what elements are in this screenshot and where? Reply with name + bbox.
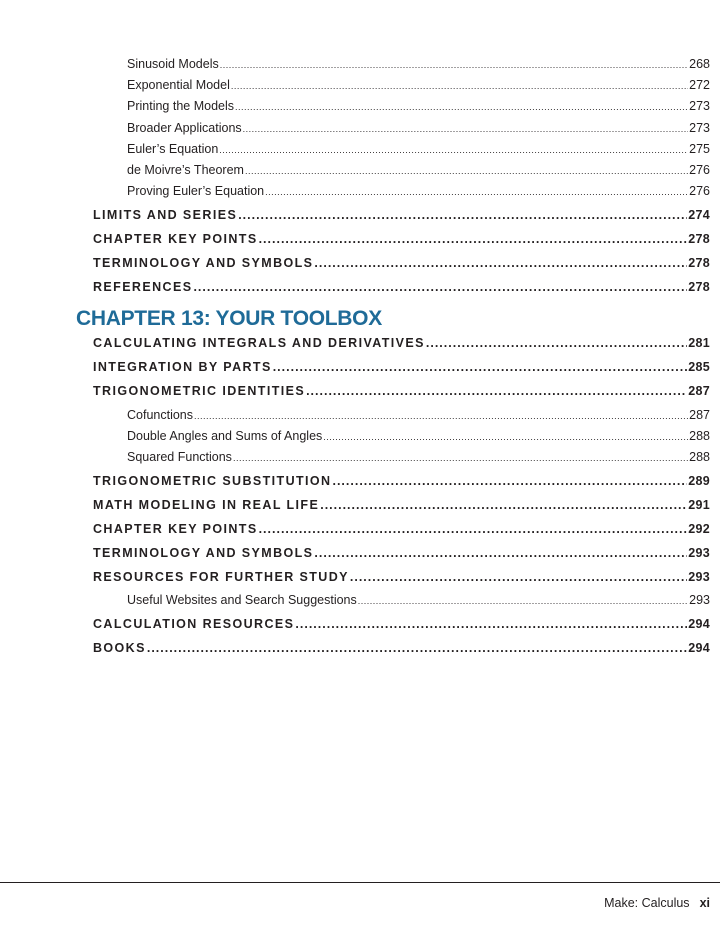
toc-entry-title: Cofunctions: [127, 407, 194, 422]
toc-page-number: 273: [689, 99, 710, 114]
toc-subsection-entry[interactable]: [127, 450, 710, 464]
toc-entry-title: RESOURCES FOR FURTHER STUDY: [93, 569, 349, 584]
toc-subsection-entry[interactable]: [127, 99, 710, 113]
toc-page-number: 276: [689, 163, 710, 177]
toc-subsection-entry[interactable]: [127, 163, 710, 177]
toc-page-number: 278: [688, 231, 710, 246]
toc-entry-title: Printing the Models: [127, 99, 235, 114]
footer-book-title: Make: Calculus: [604, 896, 690, 910]
dot-leader: [220, 60, 688, 70]
toc-entry-title: Proving Euler’s Equation: [127, 184, 265, 199]
dot-leader: [233, 453, 688, 463]
toc-page-number: 293: [688, 569, 710, 584]
dot-leader: [295, 617, 687, 631]
toc-section-entry[interactable]: [93, 360, 710, 374]
dot-leader: [193, 280, 687, 294]
toc-subsection-entry[interactable]: [127, 142, 710, 156]
dot-leader: [238, 208, 687, 222]
dot-leader: [194, 411, 688, 421]
toc-page-number: 285: [688, 360, 710, 374]
toc-section-entry[interactable]: [93, 474, 710, 488]
toc-page-number: 287: [689, 407, 710, 422]
toc-subsection-entry[interactable]: [127, 78, 710, 92]
toc-page-number: 293: [688, 545, 710, 560]
toc-entry-title: BOOKS: [93, 640, 146, 655]
dot-leader: [314, 256, 687, 270]
toc-entry-title: INTEGRATION BY PARTS: [93, 360, 272, 374]
toc-page-number: 273: [689, 120, 710, 135]
toc-page-number: 292: [688, 521, 710, 536]
toc-subsection-entry[interactable]: [127, 184, 710, 198]
dot-leader: [231, 81, 688, 91]
dot-leader: [259, 232, 688, 246]
toc-page-number: 275: [689, 141, 710, 156]
toc-entry-title: CHAPTER KEY POINTS: [93, 521, 258, 536]
toc-entry-title: Broader Applications: [127, 120, 242, 135]
toc-entry-title: CHAPTER KEY POINTS: [93, 231, 258, 246]
dot-leader: [147, 641, 687, 655]
toc-page-number: 294: [688, 640, 710, 655]
toc-section-entry[interactable]: [93, 256, 710, 270]
toc-page-number: 278: [688, 255, 710, 270]
toc-subsection-entry[interactable]: [127, 429, 710, 443]
toc-page-number: 294: [688, 616, 710, 631]
dot-leader: [350, 570, 687, 584]
toc-section-entry[interactable]: [93, 641, 710, 655]
toc-section-entry[interactable]: [93, 522, 710, 536]
dot-leader: [219, 145, 688, 155]
toc-entry-title: LIMITS AND SERIES: [93, 207, 238, 222]
dot-leader: [320, 498, 687, 512]
toc-subsection-entry[interactable]: [127, 57, 710, 71]
toc-section-entry[interactable]: [93, 232, 710, 246]
dot-leader: [426, 336, 687, 350]
toc-page-number: 291: [688, 497, 710, 512]
toc-section-entry[interactable]: [93, 336, 710, 350]
toc-page-number: 288: [689, 428, 710, 443]
toc-entry-title: CALCULATION RESOURCES: [93, 616, 295, 631]
dot-leader: [323, 432, 688, 442]
toc-subsection-entry[interactable]: [127, 408, 710, 422]
toc-page-number: 289: [688, 473, 710, 488]
dot-leader: [265, 187, 688, 197]
toc-entry-title: CALCULATING INTEGRALS AND DERIVATIVES: [93, 336, 425, 350]
toc-page-number: 274: [688, 207, 710, 222]
toc-section-entry[interactable]: [93, 384, 710, 398]
toc-page-number: 281: [688, 336, 710, 350]
dot-leader: [235, 102, 688, 112]
toc-page-number: 293: [689, 593, 710, 608]
dot-leader: [314, 546, 687, 560]
toc-page-number: 276: [689, 184, 710, 199]
toc-entry-title: TERMINOLOGY AND SYMBOLS: [93, 255, 314, 270]
toc-page-number: 272: [689, 78, 710, 93]
toc-section-entry[interactable]: [93, 617, 710, 631]
toc-section-entry[interactable]: [93, 280, 710, 294]
toc-section-entry[interactable]: [93, 546, 710, 560]
toc-entry-title: Euler’s Equation: [127, 141, 219, 156]
toc-entry-title: MATH MODELING IN REAL LIFE: [93, 497, 320, 512]
dot-leader: [259, 522, 688, 536]
toc-entry-title: Exponential Model: [127, 78, 230, 93]
toc-section-entry[interactable]: [93, 498, 710, 512]
dot-leader: [306, 384, 687, 398]
toc-entry-title: de Moivre’s Theorem: [127, 163, 244, 177]
dot-leader: [332, 474, 687, 488]
toc-section-entry[interactable]: [93, 208, 710, 222]
page-footer: [604, 896, 710, 910]
chapter-heading[interactable]: CHAPTER 13: YOUR TOOLBOX: [76, 307, 382, 330]
toc-entry-title: TRIGONOMETRIC IDENTITIES: [93, 384, 306, 398]
dot-leader: [273, 360, 688, 374]
dot-leader: [358, 596, 688, 606]
toc-entry-title: Double Angles and Sums of Angles: [127, 428, 323, 443]
toc-section-entry[interactable]: [93, 570, 710, 584]
toc-entry-title: Sinusoid Models: [127, 57, 219, 71]
toc-page-number: 278: [688, 279, 710, 294]
toc-subsection-entry[interactable]: [127, 121, 710, 135]
toc-entry-title: TRIGONOMETRIC SUBSTITUTION: [93, 473, 332, 488]
toc-entry-title: Squared Functions: [127, 450, 232, 464]
page-folio: xi: [699, 896, 710, 910]
footer-rule: [0, 882, 720, 883]
toc-page-number: 287: [688, 384, 710, 398]
toc-entry-title: TERMINOLOGY AND SYMBOLS: [93, 545, 314, 560]
toc-entry-title: Useful Websites and Search Suggestions: [127, 593, 357, 608]
dot-leader: [243, 124, 688, 134]
dot-leader: [245, 166, 688, 176]
toc-entry-title: REFERENCES: [93, 279, 193, 294]
toc-subsection-entry[interactable]: [127, 593, 710, 607]
toc-page-number: 288: [689, 450, 710, 464]
toc-page-number: 268: [689, 57, 710, 71]
